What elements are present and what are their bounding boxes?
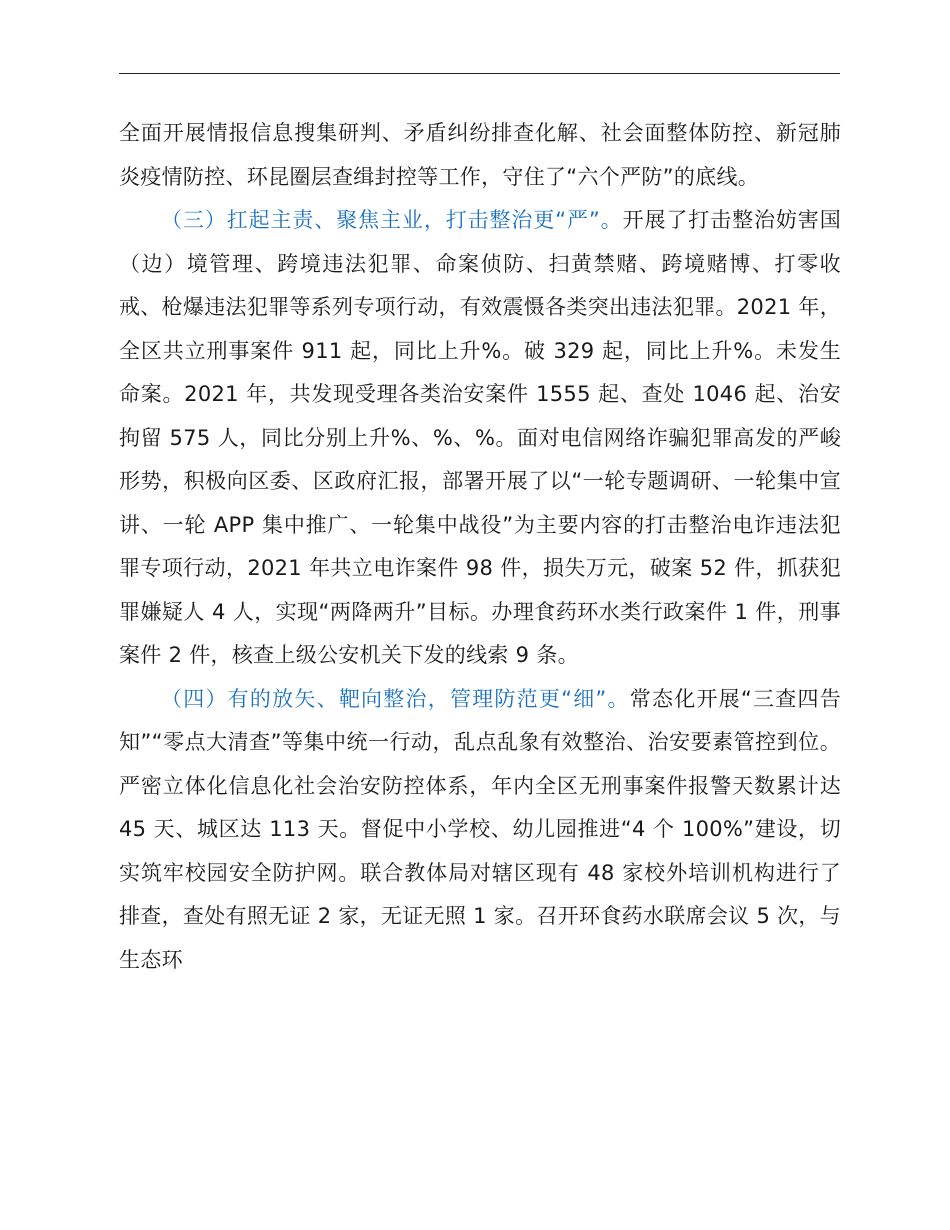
paragraph-text: 常态化开展“三查四告知”“零点大清查”等集中统一行动，乱点乱象有效整治、治安要素管控到位。严密立体化信息化社会治安防控体系，年内全区无刑事案件报警天数累计达 45 天、城区达 113 天。督促中小学校、幼儿园推进“4 个 100%”建设，切实筑牢校园安全防护网。联合教体局对辖区现有 48 家校外培训机构进行了排查，查处有照无证 2 家，无证无照 1 家。召开环食药水联席会议 5 次，与生态环 [119,686,841,972]
paragraph-section-three [119,199,841,678]
section-heading-four: （四）有的放矢、靶向整治，管理防范更“细”。 [161,686,630,711]
document-body [119,112,841,982]
header-rule [119,73,840,74]
paragraph-text: 全面开展情报信息搜集研判、矛盾纠纷排查化解、社会面整体防控、新冠肺炎疫情防控、环昆圈层查缉封控等工作，守住了“六个严防”的底线。 [119,121,841,189]
paragraph-text: 开展了打击整治妨害国（边）境管理、跨境违法犯罪、命案侦防、扫黄禁赌、跨境赌博、打零收戒、枪爆违法犯罪等系列专项行动，有效震慑各类突出违法犯罪。2021 年，全区共立刑事案件 911 起，同比上升%。破 329 起，同比上升%。未发生命案。2021 年，共发现受理各类治安案件 1555 起、查处 1046 起、治安拘留 575 人，同比分别上升%、%、%。面对电信网络诈骗犯罪高发的严峻形势，积极向区委、区政府汇报，部署开展了以“一轮专题调研、一轮集中宣讲、一轮 APP 集中推广、一轮集中战役”为主要内容的打击整治电诈违法犯罪专项行动，2021 年共立电诈案件 98 件，损失万元，破案 52 件，抓获犯罪嫌疑人 4 人，实现“两降两升”目标。办理食药环水类行政案件 1 件，刑事案件 2 件，核查上级公安机关下发的线索 9 条。 [119,208,842,667]
section-heading-three: （三）扛起主责、聚焦主业，打击整治更“严”。 [161,208,623,232]
paragraph-continuation [119,112,841,199]
paragraph-section-four [119,678,841,983]
